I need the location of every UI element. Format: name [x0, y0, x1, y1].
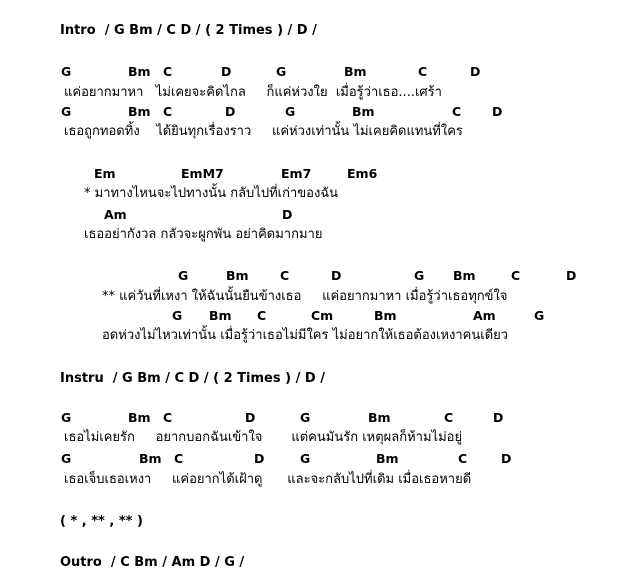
repeat-line: ( * , ** , ** ) [60, 514, 143, 529]
lyric-line: แค่อยากมาหา ไม่เคยจะคิดไกล ก็แค่ห่วงใย เมื่อรู้ว่าเธอ....เศร้า [64, 85, 442, 100]
chord: D [493, 410, 504, 425]
chord: G [61, 410, 72, 425]
lyric-line: เธอไม่เคยรัก อยากบอกฉันเข้าใจ แต่คนมันรัก เหตุผลก็ห้ามไม่อยู่ [64, 430, 463, 445]
chord: G [276, 64, 287, 79]
chord: D [501, 451, 512, 466]
lyric-line: เธอเจ็บเธอเหงา แค่อยากได้เฝ้าดู และจะกลับไปที่เดิม เมื่อเธอหายดี [64, 472, 472, 487]
chord: Bm [128, 104, 151, 119]
intro-line: Intro / G Bm / C D / ( 2 Times ) / D / [60, 23, 317, 38]
chord: Bm [352, 104, 375, 119]
chord: C [163, 104, 173, 119]
chord: C [418, 64, 428, 79]
lyric-line: เธออย่ากังวล กลัวจะผูกพัน อย่าคิดมากมาย [84, 227, 323, 242]
chord: C [458, 451, 468, 466]
lyric-line: * มาทางไหนจะไปทางนั้น กลับไปที่เก่าของฉัน [84, 186, 339, 201]
chord: Bm [128, 64, 151, 79]
chord: Bm [374, 308, 397, 323]
chord: C [174, 451, 184, 466]
chord: G [61, 64, 72, 79]
chord: G [300, 451, 311, 466]
lyric-line: อดห่วงไม่ไหวเท่านั้น เมื่อรู้ว่าเธอไม่มีใคร ไม่อยากให้เธอต้องเหงาคนเดียว [102, 328, 509, 343]
chord: D [492, 104, 503, 119]
chord: Bm [368, 410, 391, 425]
chord: G [172, 308, 183, 323]
instru-line: Instru / G Bm / C D / ( 2 Times ) / D / [60, 371, 325, 386]
chord: Bm [344, 64, 367, 79]
chord: Am [104, 207, 127, 222]
lyric-line: เธอถูกทอดทิ้ง ได้ยินทุกเรื่องราว แค่ห่วงเท่านั้น ไม่เคยคิดแทนที่ใคร [64, 124, 463, 139]
chord: Bm [226, 268, 249, 283]
chord: C [163, 410, 173, 425]
chord: Am [473, 308, 496, 323]
chord: Bm [453, 268, 476, 283]
chord: Em7 [281, 166, 312, 181]
chord: D [566, 268, 577, 283]
chord: D [221, 64, 232, 79]
chord: Bm [128, 410, 151, 425]
chord: Cm [311, 308, 334, 323]
chord: D [245, 410, 256, 425]
chord: C [257, 308, 267, 323]
chord: Bm [376, 451, 399, 466]
chord: Bm [139, 451, 162, 466]
chord: C [280, 268, 290, 283]
chord: C [444, 410, 454, 425]
chord: D [331, 268, 342, 283]
outro-line: Outro / C Bm / Am D / G / [60, 555, 245, 570]
chord: Bm [209, 308, 232, 323]
chord: G [534, 308, 545, 323]
chord: Em6 [347, 166, 378, 181]
chord: D [254, 451, 265, 466]
chord: D [470, 64, 481, 79]
chord: G [414, 268, 425, 283]
chord: C [163, 64, 173, 79]
chord: G [178, 268, 189, 283]
chord: C [511, 268, 521, 283]
chord: G [285, 104, 296, 119]
chord: G [300, 410, 311, 425]
chord: G [61, 451, 72, 466]
chord: C [452, 104, 462, 119]
chord: EmM7 [181, 166, 224, 181]
chord: G [61, 104, 72, 119]
chord: Em [94, 166, 116, 181]
chord: D [282, 207, 293, 222]
chord: D [225, 104, 236, 119]
lyric-line: ** แค่วันที่เหงา ให้ฉันนั้นยืนข้างเธอ แค่อยากมาหา เมื่อรู้ว่าเธอทุกข์ใจ [102, 289, 508, 304]
